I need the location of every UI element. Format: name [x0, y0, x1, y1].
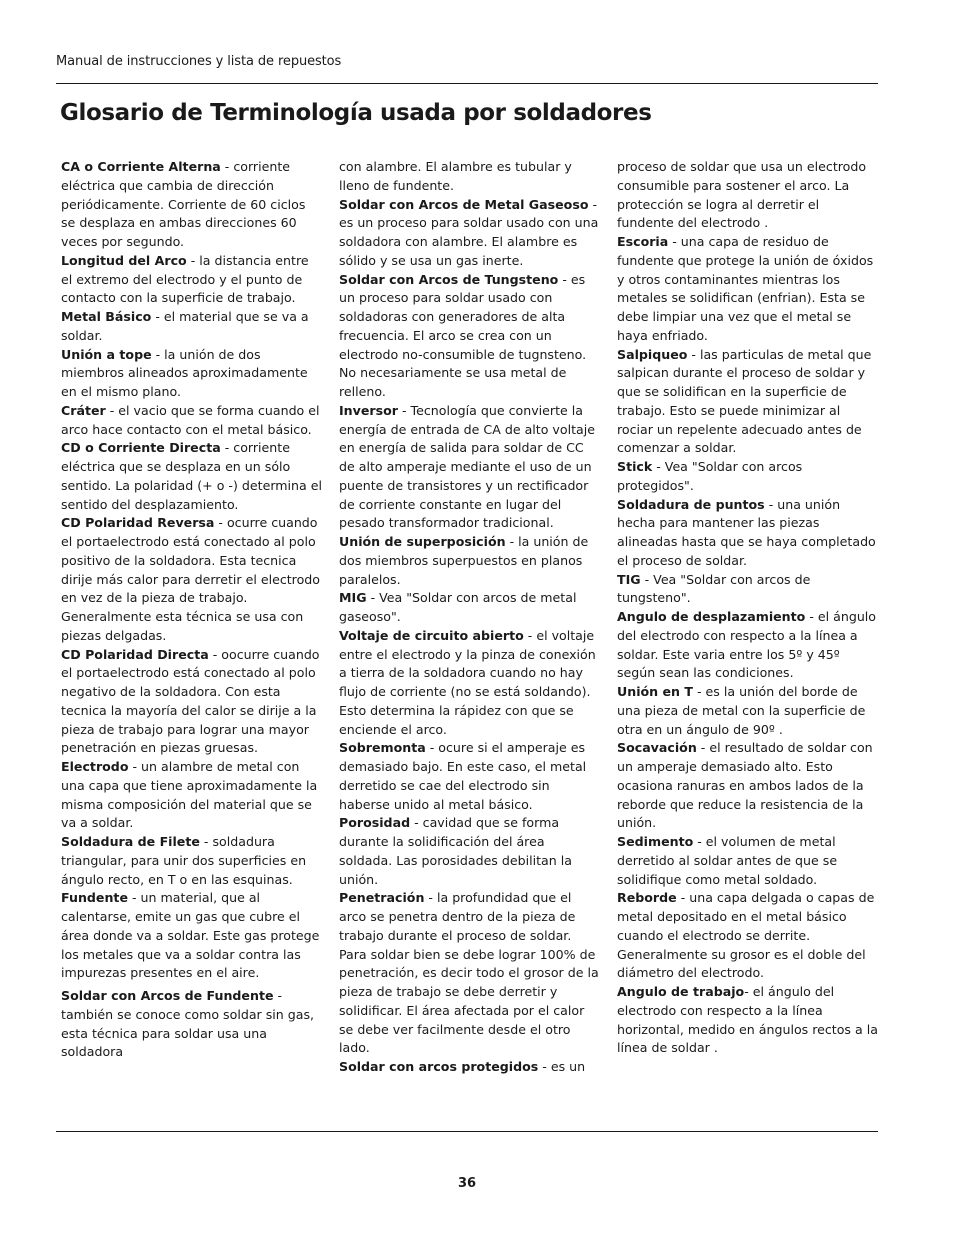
running-header: Manual de instrucciones y lista de repuestos: [56, 54, 342, 69]
glossary-definition: - el ángulo del electrodo con respecto a la línea a soldar. Este varia entre los 5º y 45º según sean las condiciones.: [617, 609, 877, 681]
glossary-term: CD Polaridad Reversa: [61, 515, 215, 531]
glossary-term: TIG: [617, 571, 641, 587]
glossary-definition: - es la unión del borde de una pieza de metal con la superficie de otra en un ángulo de 90º .: [617, 684, 866, 737]
glossary-entry: [339, 271, 601, 402]
glossary-entry: [61, 987, 323, 1062]
glossary-entry: [339, 889, 601, 1058]
glossary-term: Salpiqueo: [617, 346, 688, 362]
glossary-term: Unión de superposición: [339, 534, 506, 549]
glossary-entry: [61, 889, 323, 983]
glossary-term: Cráter: [61, 402, 106, 418]
glossary-entry: [617, 233, 879, 346]
glossary-definition: - la distancia entre el extremo del electrodo y el punto de contacto con la superficie de trabajo.: [61, 252, 309, 306]
glossary-entry: [339, 589, 601, 627]
glossary-term: Stick: [617, 459, 653, 474]
glossary-term: Angulo de trabajo: [617, 984, 745, 999]
glossary-definition: - es un: [538, 1059, 586, 1074]
glossary-term: Fundente: [61, 890, 128, 906]
glossary-term: Soldadura de puntos: [617, 496, 765, 512]
glossary-term: Soldar con Arcos de Fundente: [61, 988, 274, 1003]
glossary-entry: [617, 158, 879, 233]
glossary-entry: [617, 739, 879, 833]
glossary-entry: [339, 627, 601, 740]
glossary-definition: - el vacio que se forma cuando el arco hace contacto con el metal básico.: [61, 402, 320, 437]
glossary-entry: [339, 196, 601, 271]
glossary-term: Escoria: [617, 234, 669, 249]
glossary-term: Voltaje de circuito abierto: [339, 627, 524, 643]
glossary-term: Sobremonta: [339, 740, 426, 756]
glossary-definition: - el ángulo del electrodo con respecto a la línea horizontal, medido en ángulos rectos a la línea de soldar .: [617, 984, 878, 1056]
glossary-term: Soldar con arcos protegidos: [339, 1059, 539, 1074]
glossary-entry: [61, 346, 323, 402]
glossary-definition: - oocurre cuando el portaelectrodo está conectado al polo negativo de la soldadora. Con esta tecnica la mayoría del calor se dirije a la pieza de trabajo para lograr una mayor penetración en piezas gruesas.: [61, 646, 320, 756]
glossary-entry: [339, 158, 601, 196]
glossary-term: Electrodo: [61, 759, 129, 774]
glossary-entry: [61, 308, 323, 346]
glossary-definition: - una capa de residuo de fundente que protege la unión de óxidos y otros contaminantes mientras los metales se solidifican (enfrian). Esta se debe limpiar una vez que el metal se haya enfriado.: [617, 234, 874, 343]
glossary-definition: con alambre. El alambre es tubular y lleno de fundente.: [339, 159, 572, 193]
glossary-column-2: [339, 158, 601, 1077]
glossary-entry: [617, 608, 879, 683]
glossary-definition: - corriente eléctrica que se desplaza en un sólo sentido. La polaridad (+ o -) determina el sentido del desplazamiento.: [61, 440, 322, 512]
glossary-entry: [61, 158, 323, 252]
glossary-entry: [617, 346, 879, 459]
glossary-entry: [339, 739, 601, 814]
glossary-entry: [617, 889, 879, 983]
glossary-definition: - un material, que al calentarse, emite un gas que cubre el área donde va a soldar. Este gas protege los metales que va a soldar contra las impurezas presentes en el aire.: [61, 890, 320, 981]
glossary-definition: - las particulas de metal que salpican durante el proceso de soldar y que se solidifican en la superficie de trabajo. Esto se puede minimizar al rociar un repelente adecuado antes de comenzar a soldar.: [617, 346, 872, 456]
glossary-definition: - Tecnología que convierte la energía de entrada de CA de alto voltaje en energía de salida para soldar de CC de alto amperaje mediante el uso de un puente de transistores y un rectificador de corriente constante en lugar del pesado transformador tradicional.: [339, 402, 595, 531]
glossary-definition: - también se conoce como soldar sin gas, esta técnica para soldar usa una soldadora: [61, 988, 315, 1060]
glossary-definition: - la unión de dos miembros superpuestos en planos paralelos.: [339, 534, 589, 587]
glossary-term: CD o Corriente Directa: [61, 440, 221, 456]
glossary-entry: [61, 646, 323, 759]
glossary-entry: [617, 458, 879, 496]
glossary-definition: - ocurre cuando el portaelectrodo está conectado al polo positivo de la soldadora. Esta tecnica dirije más calor para derretir el electrodo en vez de la pieza de trabajo. Generalmente esta técnica se usa con piezas delgadas.: [61, 515, 320, 643]
glossary-definition: - la unión de dos miembros alineados aproximadamente en el mismo plano.: [61, 346, 308, 399]
glossary-entry: [61, 402, 323, 440]
glossary-definition: - Vea "Soldar con arcos protegidos".: [617, 459, 803, 493]
glossary-definition: - una unión hecha para mantener las piezas alineadas hasta que se haya completado el proceso de soldar.: [617, 496, 876, 568]
glossary-entry: [61, 439, 323, 514]
glossary-entry: [61, 514, 323, 645]
glossary-entry: [61, 758, 323, 833]
glossary-term: Angulo de desplazamiento: [617, 609, 806, 624]
glossary-term: Porosidad: [339, 815, 411, 831]
glossary-term: CA o Corriente Alterna: [61, 159, 221, 174]
glossary-entry: [617, 496, 879, 571]
glossary-entry: [339, 814, 601, 889]
glossary-term: Unión a tope: [61, 346, 152, 362]
glossary-column-3: [617, 158, 879, 1058]
glossary-entry: [339, 402, 601, 533]
glossary-term: Socavación: [617, 740, 697, 756]
glossary-definition: - el material que se va a soldar.: [61, 309, 309, 343]
glossary-term: CD Polaridad Directa: [61, 646, 209, 662]
glossary-entry: [617, 683, 879, 739]
page-number: 36: [457, 1176, 477, 1191]
glossary-definition: proceso de soldar que usa un electrodo consumible para sostener el arco. La protección se logra al derretir el fundente del electrodo .: [617, 159, 867, 231]
glossary-term: Soldar con Arcos de Metal Gaseoso: [339, 196, 589, 212]
glossary-entry: [617, 571, 879, 609]
glossary-definition: - Vea "Soldar con arcos de tungsteno".: [617, 571, 811, 606]
top-rule: [56, 83, 878, 84]
glossary-definition: - el resultado de soldar con un amperaje demasiado alto. Esto ocasiona ranuras en ambos lados de la reborde que reduce la resistencia de la unión.: [617, 740, 873, 831]
glossary-term: Metal Básico: [61, 309, 152, 324]
glossary-definition: - la profundidad que el arco se penetra dentro de la pieza de trabajo durante el proceso de soldar. Para soldar bien se debe lograr 100% de penetración, es decir todo el grosor de la pieza de trabajo se debe derretir y solidificar. El área afectada por el calor se debe ver facilmente desde el otro lado.: [339, 890, 599, 1056]
glossary-term: Soldar con Arcos de Tungsteno: [339, 271, 559, 287]
glossary-entry: [61, 833, 323, 889]
glossary-term: Longitud del Arco: [61, 252, 187, 268]
glossary-definition: - ocure si el amperaje es demasiado bajo. En este caso, el metal derretido se cae del electrodo sin haberse unido al metal básico.: [339, 740, 587, 812]
glossary-entry: [339, 533, 601, 589]
glossary-entry: [617, 983, 879, 1058]
glossary-definition: - el voltaje entre el electrodo y la pinza de conexión a tierra de la soldadora cuando no hay flujo de corriente (no se está soldando). Esto determina la rápidez con que se enciende el arco.: [339, 627, 596, 737]
glossary-entry: [339, 1058, 601, 1077]
glossary-entry: [617, 833, 879, 889]
glossary-column-1: [61, 158, 323, 1062]
glossary-definition: - es un proceso para soldar usado con soldadoras con generadores de alta frecuencia. El arco se crea con un electrodo no-consumible de tugnsteno. No necesariamente se usa metal de relleno.: [339, 271, 587, 399]
glossary-term: Reborde: [617, 890, 677, 906]
glossary-definition: - una capa delgada o capas de metal depositado en el metal básico cuando el electrodo se derrite. Generalmente su grosor es el doble del diámetro del electrodo.: [617, 890, 875, 981]
glossary-definition: - Vea "Soldar con arcos de metal gaseoso".: [339, 590, 577, 624]
page-title: Glosario de Terminología usada por soldadores: [60, 100, 652, 126]
glossary-term: Soldadura de Filete: [61, 834, 200, 849]
glossary-definition: - cavidad que se forma durante la solidificación del área soldada. Las porosidades debilitan la unión.: [339, 815, 572, 887]
bottom-rule: [56, 1131, 878, 1132]
glossary-entry: [61, 252, 323, 308]
glossary-term: Penetración: [339, 890, 425, 906]
glossary-term: MIG: [339, 590, 367, 606]
glossary-definition: - soldadura triangular, para unir dos superficies en ángulo recto, en T o en las esquinas.: [61, 834, 307, 887]
glossary-definition: - un alambre de metal con una capa que tiene aproximadamente la misma composición del material que se va a soldar.: [61, 759, 318, 831]
glossary-term: Inversor: [339, 402, 398, 418]
glossary-term: Sedimento: [617, 834, 694, 849]
glossary-definition: - es un proceso para soldar usado con una soldadora con alambre. El alambre es sólido y se usa un gas inerte.: [339, 196, 599, 268]
glossary-definition: - el volumen de metal derretido al soldar antes de que se solidifique como metal soldado.: [617, 834, 838, 887]
glossary-term: Unión en T: [617, 684, 693, 699]
glossary-definition: - corriente eléctrica que cambia de dirección periódicamente. Corriente de 60 ciclos se desplaza en ambas direcciones 60 veces por segundo.: [61, 159, 306, 249]
